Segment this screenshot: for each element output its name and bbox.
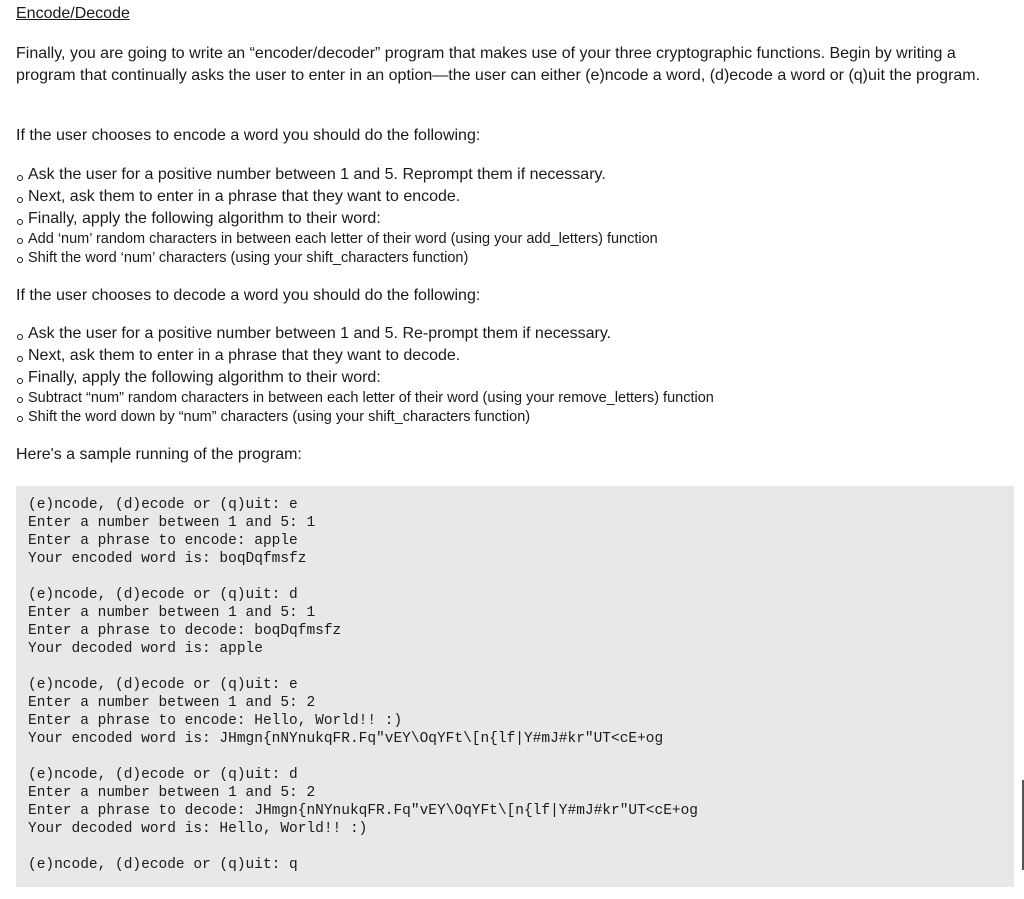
sample-session (28, 676, 663, 748)
list-item: Finally, apply the following algorithm to their word: (16, 208, 658, 230)
terminal-line: Enter a phrase to encode: apple (28, 533, 298, 549)
intro-paragraph: Finally, you are going to write an “encoder/decoder” program that makes use of your three cryptographic functions. Begin by writing a program that continually asks the user to enter in an option—the user can either (e)ncode a word, (d)ecode a word or (q)uit the program. (16, 45, 981, 84)
terminal-line: Your decoded word is: apple (28, 641, 263, 657)
list-subitem: Shift the word down by “num” characters (using your shift_characters function) (16, 408, 714, 427)
list-item: Next, ask them to enter in a phrase that they want to decode. (16, 345, 714, 367)
sample-session (28, 496, 315, 568)
encode-steps-list (16, 164, 658, 268)
terminal-line: Your decoded word is: Hello, World!! :) (28, 821, 368, 837)
list-item: Next, ask them to enter in a phrase that they want to encode. (16, 186, 658, 208)
list-item: Finally, apply the following algorithm to their word: (16, 367, 714, 389)
list-subitem: Subtract “num” random characters in between each letter of their word (using your remove_letters) function (16, 389, 714, 408)
list-item: Ask the user for a positive number between 1 and 5. Re-prompt them if necessary. (16, 323, 714, 345)
terminal-line: Enter a number between 1 and 5: 2 (28, 695, 316, 711)
list-item: Ask the user for a positive number between 1 and 5. Reprompt them if necessary. (16, 164, 658, 186)
terminal-line: (e)ncode, (d)ecode or (q)uit: e (28, 677, 298, 693)
decode-steps-list (16, 323, 714, 427)
terminal-line: Enter a phrase to decode: JHmgn{nNYnukqFR.Fq"vEY\OqYFt\[n{lf|Y#mJ#kr"UT<cE+og (28, 803, 699, 819)
sample-session (28, 586, 341, 658)
terminal-line: (e)ncode, (d)ecode or (q)uit: e (28, 497, 298, 513)
sample-intro: Here's a sample running of the program: (16, 446, 302, 463)
list-subitem: Shift the word ‘num’ characters (using your shift_characters function) (16, 249, 658, 268)
list-subitem: Add ‘num’ random characters in between each letter of their word (using your add_letters) function (16, 230, 658, 249)
terminal-line: (e)ncode, (d)ecode or (q)uit: q (28, 857, 298, 873)
sample-session (28, 856, 298, 874)
terminal-line: (e)ncode, (d)ecode or (q)uit: d (28, 587, 298, 603)
encode-intro: If the user chooses to encode a word you should do the following: (16, 127, 481, 144)
terminal-line: Enter a number between 1 and 5: 1 (28, 515, 316, 531)
terminal-line: Enter a phrase to encode: Hello, World!! :) (28, 713, 403, 729)
terminal-line: (e)ncode, (d)ecode or (q)uit: d (28, 767, 298, 783)
sample-session (28, 766, 698, 838)
terminal-line: Your encoded word is: boqDqfmsfz (28, 551, 307, 567)
decode-intro: If the user chooses to decode a word you should do the following: (16, 287, 481, 304)
terminal-line: Enter a number between 1 and 5: 2 (28, 785, 316, 801)
terminal-line: Enter a number between 1 and 5: 1 (28, 605, 316, 621)
terminal-line: Enter a phrase to decode: boqDqfmsfz (28, 623, 342, 639)
section-heading: Encode/Decode (16, 5, 130, 22)
sample-output-block (16, 486, 1014, 887)
terminal-line: Your encoded word is: JHmgn{nNYnukqFR.Fq"vEY\OqYFt\[n{lf|Y#mJ#kr"UT<cE+og (28, 731, 664, 747)
